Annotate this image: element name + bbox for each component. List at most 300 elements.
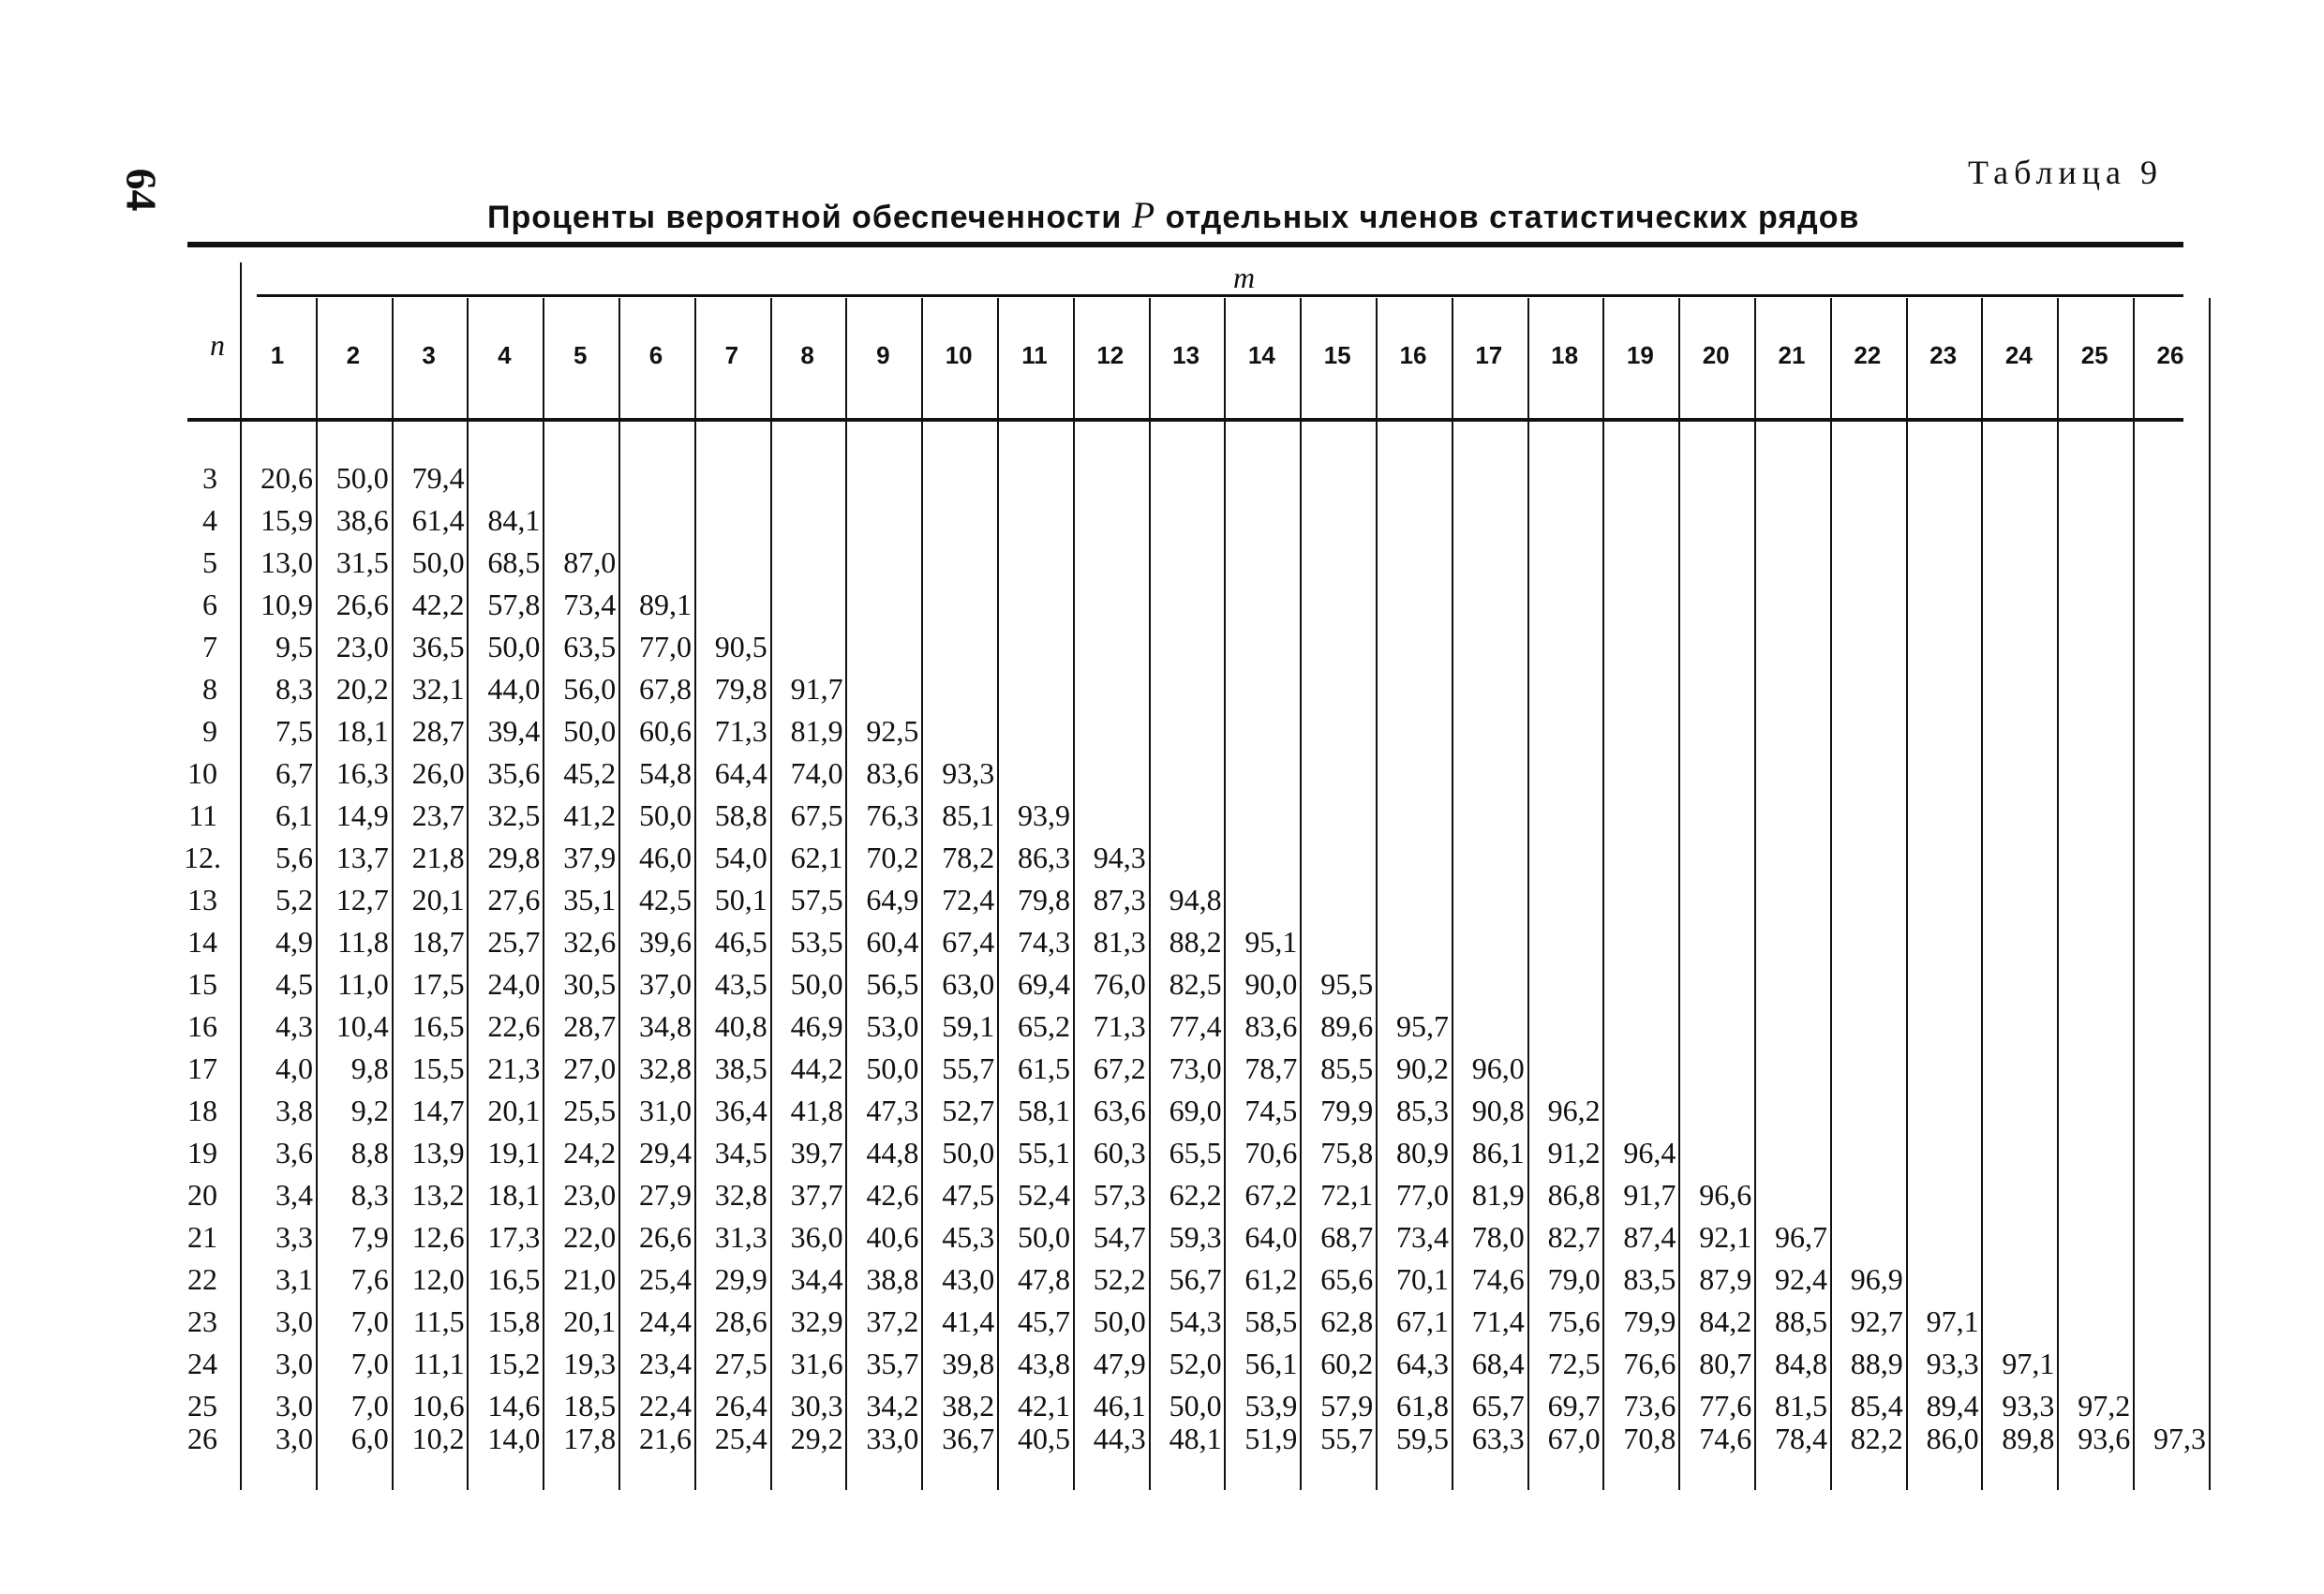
row-n: 5 <box>202 545 217 579</box>
table-cell: 57,8 <box>487 588 541 621</box>
table-cell: 63,0 <box>942 967 995 1001</box>
table-cell: 54,3 <box>1169 1304 1222 1338</box>
row-n: 4 <box>202 503 217 537</box>
table-cell: 79,0 <box>1547 1262 1601 1296</box>
table-cell: 11,0 <box>336 967 389 1001</box>
table-cell: 77,6 <box>1699 1389 1752 1423</box>
table-cell: 73,4 <box>563 588 617 621</box>
table-cell: 81,9 <box>1471 1178 1525 1212</box>
table-cell: 23,0 <box>563 1178 617 1212</box>
table-cell: 18,7 <box>411 925 465 959</box>
table-cell: 22,6 <box>487 1009 541 1043</box>
table-cell: 3,0 <box>276 1347 313 1380</box>
table-cell: 87,0 <box>563 545 617 579</box>
table-cell: 77,4 <box>1169 1009 1222 1043</box>
table-cell: 79,4 <box>411 461 465 495</box>
table-cell: 43,5 <box>714 967 767 1001</box>
column-header: 24 <box>2004 341 2033 369</box>
table-cell: 34,5 <box>714 1136 767 1169</box>
table-cell: 50,0 <box>335 461 389 495</box>
table-cell: 3,3 <box>276 1220 313 1254</box>
table-cell: 10,6 <box>411 1389 465 1423</box>
table-cell: 19,3 <box>563 1347 617 1380</box>
table-cell: 8,8 <box>350 1136 389 1169</box>
table-cell: 40,6 <box>866 1220 919 1254</box>
table-cell: 34,8 <box>639 1009 692 1043</box>
table-cell: 86,0 <box>1926 1422 1979 1455</box>
table-cell: 3,0 <box>276 1422 313 1455</box>
table-cell: 95,7 <box>1396 1009 1449 1043</box>
table-cell: 7,5 <box>276 714 313 748</box>
table-cell: 20,1 <box>563 1304 617 1338</box>
table-cell: 5,6 <box>276 841 313 874</box>
table-cell: 44,0 <box>487 672 541 706</box>
table-cell: 97,1 <box>2002 1347 2055 1380</box>
column-header: 8 <box>800 341 814 369</box>
table-cell: 46,0 <box>639 841 692 874</box>
table-cell: 7,0 <box>350 1347 389 1380</box>
table-cell: 7,0 <box>350 1389 389 1423</box>
table-cell: 96,9 <box>1850 1262 1903 1296</box>
table-cell: 71,4 <box>1471 1304 1525 1338</box>
table-cell: 67,1 <box>1396 1304 1449 1338</box>
table-cell: 16,3 <box>335 756 389 790</box>
column-header: 15 <box>1323 341 1351 369</box>
row-n: 23 <box>187 1304 217 1338</box>
table-cell: 25,5 <box>563 1094 617 1127</box>
table-cell: 94,8 <box>1169 883 1222 916</box>
table-cell: 55,7 <box>1320 1422 1374 1455</box>
table-cell: 71,3 <box>1093 1009 1146 1043</box>
table-cell: 8,3 <box>276 672 313 706</box>
table-cell: 83,5 <box>1623 1262 1676 1296</box>
row-n: 25 <box>187 1389 217 1423</box>
table-cell: 35,1 <box>563 883 617 916</box>
table-cell: 79,9 <box>1623 1304 1676 1338</box>
table-cell: 32,1 <box>411 672 465 706</box>
table-cell: 13,7 <box>335 841 389 874</box>
table-cell: 82,7 <box>1547 1220 1601 1254</box>
table-cell: 50,0 <box>866 1051 919 1085</box>
table-cell: 56,5 <box>866 967 919 1001</box>
table-cell: 95,5 <box>1320 967 1374 1001</box>
column-header: 1 <box>270 341 285 369</box>
table-cell: 91,7 <box>790 672 843 706</box>
table-cell: 77,0 <box>1396 1178 1449 1212</box>
row-n: 15 <box>187 967 217 1001</box>
table-cell: 53,9 <box>1244 1389 1298 1423</box>
column-header: 6 <box>648 341 663 369</box>
table-cell: 96,2 <box>1547 1094 1601 1127</box>
table-cell: 92,1 <box>1699 1220 1752 1254</box>
table-cell: 43,8 <box>1018 1347 1070 1380</box>
table-cell: 37,2 <box>866 1304 919 1338</box>
table-cell: 86,1 <box>1471 1136 1525 1169</box>
m-header: m <box>1233 261 1256 294</box>
table-cell: 26,6 <box>335 588 389 621</box>
table-cell: 33,0 <box>866 1422 919 1455</box>
table-cell: 56,0 <box>563 672 617 706</box>
column-header: 26 <box>2156 341 2184 369</box>
table-cell: 4,9 <box>276 925 313 959</box>
table-cell: 75,8 <box>1320 1136 1374 1169</box>
table-cell: 50,0 <box>1093 1304 1146 1338</box>
table-cell: 73,0 <box>1169 1051 1222 1085</box>
table-cell: 68,4 <box>1471 1347 1525 1380</box>
table-cell: 90,2 <box>1396 1051 1449 1085</box>
table-cell: 27,0 <box>563 1051 617 1085</box>
table-cell: 82,2 <box>1850 1422 1903 1455</box>
row-n: 19 <box>187 1136 217 1169</box>
row-n: 16 <box>187 1009 217 1043</box>
table-cell: 11,8 <box>336 925 389 959</box>
table-cell: 52,7 <box>942 1094 995 1127</box>
table-cell: 26,4 <box>714 1389 767 1423</box>
table-cell: 21,6 <box>639 1422 692 1455</box>
table-cell: 17,5 <box>411 967 465 1001</box>
table-cell: 70,2 <box>866 841 919 874</box>
table-cell: 96,4 <box>1623 1136 1676 1169</box>
table-cell: 3,4 <box>276 1178 313 1212</box>
table-cell: 89,8 <box>2002 1422 2055 1455</box>
table-cell: 21,3 <box>487 1051 541 1085</box>
table-cell: 12,0 <box>411 1262 465 1296</box>
table-cell: 93,3 <box>942 756 995 790</box>
table-cell: 65,5 <box>1169 1136 1222 1169</box>
table-cell: 79,9 <box>1320 1094 1374 1127</box>
table-cell: 58,1 <box>1018 1094 1070 1127</box>
table-cell: 67,4 <box>942 925 995 959</box>
table-cell: 32,6 <box>563 925 617 959</box>
table-cell: 78,7 <box>1244 1051 1298 1085</box>
table-cell: 3,6 <box>276 1136 313 1169</box>
table-cell: 75,6 <box>1547 1304 1601 1338</box>
row-n: 7 <box>202 630 217 663</box>
column-header: 5 <box>573 341 588 369</box>
table-cell: 45,2 <box>563 756 617 790</box>
row-n: 14 <box>187 925 217 959</box>
table-cell: 60,6 <box>639 714 692 748</box>
table-cell: 79,8 <box>1018 883 1070 916</box>
table-cell: 88,2 <box>1169 925 1222 959</box>
row-n: 11 <box>188 798 217 832</box>
table-cell: 59,1 <box>942 1009 995 1043</box>
table-cell: 61,8 <box>1396 1389 1449 1423</box>
row-n: 21 <box>187 1220 217 1254</box>
table-cell: 93,9 <box>1018 798 1070 832</box>
column-divider <box>1981 298 1983 1490</box>
table-cell: 6,7 <box>276 756 313 790</box>
table-cell: 14,0 <box>487 1422 541 1455</box>
column-header: 14 <box>1247 341 1275 369</box>
table-cell: 83,6 <box>866 756 919 790</box>
table-cell: 47,8 <box>1018 1262 1070 1296</box>
table-cell: 65,7 <box>1471 1389 1525 1423</box>
table-cell: 50,0 <box>563 714 617 748</box>
table-cell: 56,7 <box>1169 1262 1222 1296</box>
table-cell: 7,6 <box>350 1262 389 1296</box>
table-cell: 53,5 <box>790 925 843 959</box>
table-cell: 32,5 <box>487 798 541 832</box>
table-cell: 88,9 <box>1850 1347 1903 1380</box>
table-cell: 76,6 <box>1623 1347 1676 1380</box>
table-cell: 96,6 <box>1699 1178 1752 1212</box>
table-cell: 8,3 <box>350 1178 389 1212</box>
table-cell: 90,5 <box>714 630 767 663</box>
table-cell: 67,0 <box>1547 1422 1601 1455</box>
table-cell: 61,4 <box>411 503 465 537</box>
table-cell: 55,1 <box>1018 1136 1070 1169</box>
table-cell: 18,1 <box>487 1178 541 1212</box>
table-cell: 6,0 <box>350 1422 389 1455</box>
table-cell: 3,0 <box>276 1304 313 1338</box>
table-cell: 35,7 <box>866 1347 919 1380</box>
table-label: Таблица 9 <box>1968 154 2163 191</box>
table-cell: 60,3 <box>1093 1136 1146 1169</box>
table-cell: 80,7 <box>1699 1347 1752 1380</box>
table-cell: 38,5 <box>714 1051 767 1085</box>
table-cell: 90,0 <box>1244 967 1298 1001</box>
table-cell: 38,8 <box>866 1262 919 1296</box>
table-cell: 73,6 <box>1623 1389 1676 1423</box>
table-cell: 39,4 <box>487 714 541 748</box>
table-cell: 15,9 <box>261 503 313 537</box>
table-cell: 74,6 <box>1699 1422 1752 1455</box>
table-cell: 24,0 <box>487 967 541 1001</box>
table-cell: 14,9 <box>335 798 389 832</box>
table-cell: 34,4 <box>790 1262 843 1296</box>
table-cell: 9,2 <box>350 1094 389 1127</box>
table-cell: 41,4 <box>942 1304 995 1338</box>
row-n: 9 <box>202 714 217 748</box>
table-cell: 47,3 <box>866 1094 919 1127</box>
table-cell: 31,5 <box>335 545 389 579</box>
table-cell: 92,5 <box>866 714 919 748</box>
table-cell: 86,3 <box>1018 841 1070 874</box>
table-cell: 73,4 <box>1396 1220 1449 1254</box>
table-cell: 74,6 <box>1471 1262 1525 1296</box>
table-cell: 90,8 <box>1471 1094 1525 1127</box>
table-cell: 45,3 <box>942 1220 995 1254</box>
table-cell: 89,1 <box>639 588 692 621</box>
table-cell: 3,0 <box>276 1389 313 1423</box>
table-cell: 83,6 <box>1244 1009 1298 1043</box>
table-cell: 81,5 <box>1775 1389 1827 1423</box>
column-header: 23 <box>1929 341 1958 369</box>
table-cell: 44,3 <box>1093 1422 1146 1455</box>
table-cell: 96,0 <box>1471 1051 1525 1085</box>
table-cell: 11,1 <box>412 1347 465 1380</box>
table-cell: 58,5 <box>1244 1304 1298 1338</box>
column-header: 11 <box>1021 341 1048 369</box>
column-header: 9 <box>876 341 890 369</box>
table-cell: 58,8 <box>714 798 767 832</box>
row-n: 24 <box>187 1347 217 1380</box>
table-cell: 57,9 <box>1320 1389 1374 1423</box>
table-cell: 92,7 <box>1850 1304 1903 1338</box>
table-cell: 45,7 <box>1018 1304 1070 1338</box>
table-cell: 3,8 <box>276 1094 313 1127</box>
table-cell: 20,6 <box>261 461 313 495</box>
column-divider <box>2209 298 2211 1490</box>
table-cell: 24,2 <box>563 1136 617 1169</box>
column-header: 25 <box>2080 341 2108 369</box>
table-cell: 22,4 <box>639 1389 692 1423</box>
column-header: 12 <box>1096 341 1125 369</box>
title-after: отдельных членов статистических рядов <box>1165 200 1860 235</box>
table-cell: 10,9 <box>261 588 313 621</box>
table-cell: 28,7 <box>563 1009 617 1043</box>
table-cell: 46,5 <box>714 925 767 959</box>
column-header: 3 <box>422 341 436 369</box>
table-cell: 72,4 <box>942 883 995 916</box>
table-cell: 82,5 <box>1169 967 1222 1001</box>
table-cell: 84,8 <box>1775 1347 1827 1380</box>
table-cell: 67,8 <box>639 672 692 706</box>
table-cell: 64,4 <box>714 756 767 790</box>
table-cell: 15,5 <box>411 1051 465 1085</box>
table-title <box>487 193 1859 237</box>
table-cell: 64,0 <box>1244 1220 1298 1254</box>
table-cell: 37,7 <box>790 1178 843 1212</box>
table-cell: 35,6 <box>487 756 541 790</box>
table-cell: 26,6 <box>639 1220 692 1254</box>
table-cell: 14,6 <box>487 1389 541 1423</box>
table-cell: 97,3 <box>2153 1422 2206 1455</box>
table-cell: 13,9 <box>411 1136 465 1169</box>
table-cell: 85,3 <box>1396 1094 1449 1127</box>
column-header: 10 <box>945 341 973 369</box>
table-cell: 59,3 <box>1169 1220 1222 1254</box>
column-header: 13 <box>1172 341 1200 369</box>
table-cell: 65,2 <box>1018 1009 1070 1043</box>
table-cell: 65,6 <box>1320 1262 1374 1296</box>
table-cell: 16,5 <box>487 1262 541 1296</box>
table-cell: 50,0 <box>1018 1220 1070 1254</box>
table-cell: 55,7 <box>942 1051 995 1085</box>
row-n: 18 <box>187 1094 217 1127</box>
table-cell: 67,2 <box>1244 1178 1298 1212</box>
table-cell: 52,2 <box>1093 1262 1146 1296</box>
row-n: 22 <box>187 1262 217 1296</box>
table-cell: 87,3 <box>1093 883 1146 916</box>
table-cell: 27,9 <box>639 1178 692 1212</box>
table-cell: 81,3 <box>1093 925 1146 959</box>
table-cell: 69,0 <box>1169 1094 1222 1127</box>
table-cell: 63,5 <box>563 630 617 663</box>
table-cell: 61,2 <box>1244 1262 1298 1296</box>
table-cell: 81,9 <box>790 714 843 748</box>
row-n: 26 <box>187 1422 217 1455</box>
table-cell: 44,2 <box>790 1051 843 1085</box>
table-cell: 29,8 <box>487 841 541 874</box>
column-header: 19 <box>1626 341 1654 369</box>
table-cell: 92,4 <box>1775 1262 1827 1296</box>
table-cell: 87,4 <box>1623 1220 1676 1254</box>
table-cell: 54,0 <box>714 841 767 874</box>
table-cell: 46,1 <box>1093 1389 1146 1423</box>
table-cell: 53,0 <box>866 1009 919 1043</box>
column-header: 17 <box>1475 341 1503 369</box>
table-cell: 89,4 <box>1926 1389 1979 1423</box>
table-cell: 25,4 <box>714 1422 767 1455</box>
table-cell: 54,7 <box>1093 1220 1146 1254</box>
table-cell: 13,2 <box>411 1178 465 1212</box>
table-cell: 88,5 <box>1775 1304 1827 1338</box>
table-cell: 28,6 <box>714 1304 767 1338</box>
table-cell: 32,9 <box>790 1304 843 1338</box>
table-cell: 84,2 <box>1699 1304 1752 1338</box>
table-cell: 89,6 <box>1320 1009 1374 1043</box>
title-before: Проценты вероятной обеспеченности <box>487 200 1123 235</box>
table-cell: 85,4 <box>1850 1389 1903 1423</box>
table-cell: 40,5 <box>1018 1422 1070 1455</box>
table-cell: 12,6 <box>411 1220 465 1254</box>
row-n: 17 <box>187 1051 217 1085</box>
table-cell: 60,4 <box>866 925 919 959</box>
table-cell: 37,9 <box>563 841 617 874</box>
table-cell: 27,5 <box>714 1347 767 1380</box>
table-cell: 17,8 <box>563 1422 617 1455</box>
table-cell: 85,5 <box>1320 1051 1374 1085</box>
table-cell: 46,9 <box>790 1009 843 1043</box>
table-cell: 6,1 <box>276 798 313 832</box>
table-cell: 39,8 <box>942 1347 995 1380</box>
table-cell: 50,0 <box>487 630 541 663</box>
title-symbol: P <box>1131 194 1156 236</box>
row-n: 6 <box>202 588 217 621</box>
top-rule <box>187 242 2183 247</box>
table-cell: 34,2 <box>866 1389 919 1423</box>
table-cell: 10,2 <box>411 1422 465 1455</box>
table-cell: 39,6 <box>639 925 692 959</box>
table-cell: 36,4 <box>714 1094 767 1127</box>
table-cell: 68,7 <box>1320 1220 1374 1254</box>
table-cell: 7,0 <box>350 1304 389 1338</box>
table-cell: 91,2 <box>1547 1136 1601 1169</box>
table-cell: 93,3 <box>2002 1389 2055 1423</box>
table-cell: 84,1 <box>487 503 541 537</box>
table-cell: 13,0 <box>261 545 313 579</box>
m-rule <box>257 294 2183 297</box>
row-n: 8 <box>202 672 217 706</box>
table-cell: 10,4 <box>335 1009 389 1043</box>
table-cell: 44,8 <box>866 1136 919 1169</box>
table-cell: 36,0 <box>790 1220 843 1254</box>
table-cell: 50,0 <box>942 1136 995 1169</box>
table-cell: 15,8 <box>487 1304 541 1338</box>
table-cell: 14,7 <box>411 1094 465 1127</box>
table-cell: 21,0 <box>563 1262 617 1296</box>
table-cell: 17,3 <box>487 1220 541 1254</box>
column-divider <box>2133 298 2135 1490</box>
table-cell: 23,7 <box>411 798 465 832</box>
table-cell: 91,7 <box>1623 1178 1676 1212</box>
table-cell: 4,5 <box>276 967 313 1001</box>
table-cell: 23,4 <box>639 1347 692 1380</box>
table-cell: 4,3 <box>276 1009 313 1043</box>
table-cell: 25,7 <box>487 925 541 959</box>
table-cell: 15,2 <box>487 1347 541 1380</box>
table-cell: 38,6 <box>335 503 389 537</box>
table-cell: 42,5 <box>639 883 692 916</box>
table-cell: 94,3 <box>1093 841 1146 874</box>
table-cell: 47,9 <box>1093 1347 1146 1380</box>
table-cell: 95,1 <box>1244 925 1298 959</box>
table-cell: 9,5 <box>276 630 313 663</box>
column-header: 20 <box>1702 341 1730 369</box>
table-cell: 31,3 <box>714 1220 767 1254</box>
